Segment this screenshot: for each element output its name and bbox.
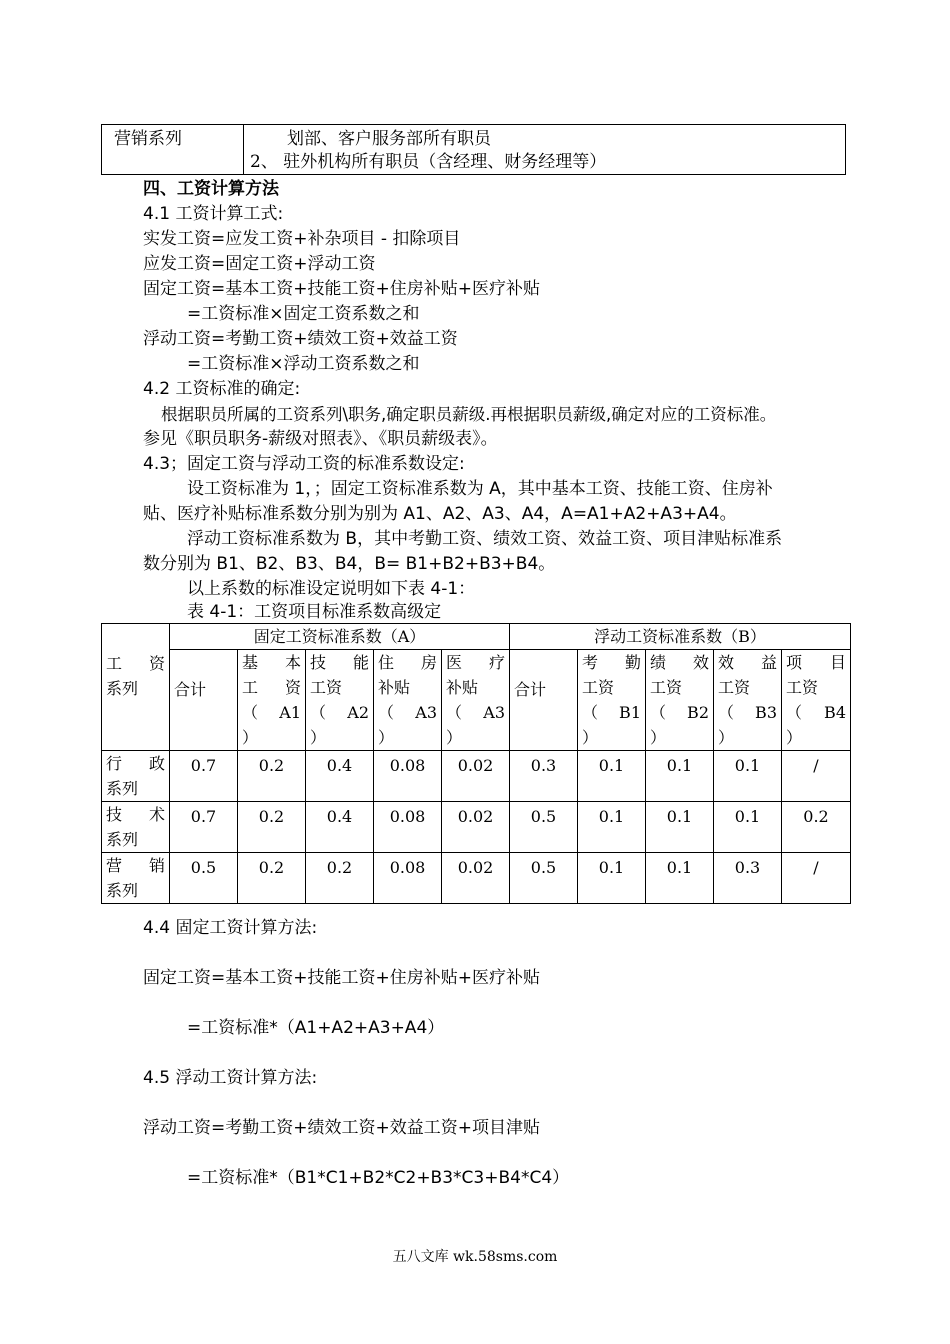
table-row [102,751,851,802]
series-header-cell [102,624,170,751]
col-l1: 项 目 [786,653,846,672]
series-header-l1: 工 资 [106,654,165,673]
value-cell: 0.1 [646,751,714,802]
value-cell: 0.1 [714,802,782,853]
s41-line: 应发工资=固定工资+浮动工资 [143,254,376,274]
float-group-header: 浮动工资标准系数（B） [510,624,851,650]
s42-line: 根据职员所属的工资系列\职务,确定职员薪级.再根据职员薪级,确定对应的工资标准。 [161,405,777,424]
col-l2: 工资 [786,678,819,697]
col-l3: （ B3 [718,703,777,722]
s43-line: 以上系数的标准设定说明如下表 4-1： [187,579,476,599]
value-cell: 0.5 [510,853,578,904]
series-header-l2: 系列 [106,679,139,698]
col-l4: ） [446,728,463,747]
value-cell: 0.02 [442,751,510,802]
series-desc-line2: 2、 驻外机构所有职员（含经理、财务经理等） [250,152,607,172]
row-series-l2: 系列 [106,830,139,849]
value-cell: 0.3 [714,853,782,904]
value-cell: 0.1 [578,853,646,904]
row-series-l1: 行 政 [106,754,165,773]
col-l2: 工资 [650,678,683,697]
coefficient-table [101,623,851,904]
s45-line: 浮动工资=考勤工资+绩效工资+效益工资+项目津贴 [143,1118,540,1138]
col-l1: 绩 效 [650,653,709,672]
fixed-group-header: 固定工资标准系数（A） [170,624,510,650]
s41-line: 固定工资=基本工资+技能工资+住房补贴+医疗补贴 [143,279,540,299]
float-col-header [646,650,714,751]
footer-watermark: 五八文库 wk.58sms.com [392,1249,558,1265]
table-divider [243,125,244,174]
row-series-l2: 系列 [106,779,139,798]
row-series-cell [102,802,170,853]
row-series-cell [102,751,170,802]
s44-line: 固定工资=基本工资+技能工资+住房补贴+医疗补贴 [143,968,540,988]
value-cell: 0.1 [646,853,714,904]
col-l4: ） [718,728,735,747]
col-l3: （ A2 [310,703,369,722]
s42-line: 参见《职员职务-薪级对照表》、《职员薪级表》。 [143,429,498,449]
fixed-col-header [238,650,306,751]
col-l3: （ A1 [242,703,301,722]
value-cell: 0.08 [374,751,442,802]
s45-line: =工资标准*（B1*C1+B2*C2+B3*C3+B4*C4） [187,1168,570,1188]
fixed-col-header [442,650,510,751]
col-l3: （ A3 [446,703,505,722]
value-cell: 0.5 [510,802,578,853]
col-l2: 工 资 [242,678,301,697]
col-l3: （ A3 [378,703,437,722]
s44-heading: 4.4 固定工资计算方法: [143,918,318,938]
value-cell: 0.4 [306,751,374,802]
value-cell: 0.5 [170,853,238,904]
value-cell: / [782,853,851,904]
table-row [102,802,851,853]
value-cell: 0.7 [170,802,238,853]
s41-line: =工资标准×固定工资系数之和 [187,304,420,324]
col-l1: 住 房 [378,653,437,672]
col-l2: 工资 [310,678,343,697]
s41-line: 浮动工资=考勤工资+绩效工资+效益工资 [143,329,458,349]
s43-line: 浮动工资标准系数为 B，其中考勤工资、绩效工资、效益工资、项目津贴标准系 [187,529,783,549]
value-cell: 0.1 [646,802,714,853]
table-row [102,853,851,904]
col-l1: 效 益 [718,653,777,672]
table-caption: 表 4-1：工资项目标准系数高级定 [187,602,442,622]
col-l4: ） [786,728,803,747]
value-cell: 0.02 [442,802,510,853]
value-cell: 0.2 [306,853,374,904]
s43-line: 设工资标准为 1，；固定工资标准系数为 A，其中基本工资、技能工资、住房补 [187,479,773,499]
series-label: 营销系列 [114,129,182,149]
s41-line: 实发工资=应发工资+补杂项目 - 扣除项目 [143,229,461,249]
value-cell: 0.2 [238,853,306,904]
value-cell: 0.4 [306,802,374,853]
col-l2: 补贴 [378,678,411,697]
value-cell: 0.2 [238,802,306,853]
row-series-cell [102,853,170,904]
s43-heading: 4.3；固定工资与浮动工资的标准系数设定: [143,454,465,474]
value-cell: 0.3 [510,751,578,802]
value-cell: 0.08 [374,802,442,853]
s41-line: =工资标准×浮动工资系数之和 [187,354,420,374]
col-l2: 工资 [718,678,751,697]
row-series-l2: 系列 [106,881,139,900]
col-l2: 补贴 [446,678,479,697]
row-series-l1: 技 术 [106,805,165,824]
value-cell: 0.08 [374,853,442,904]
series-desc-line1: 划部、客户服务部所有职员 [287,129,491,149]
fixed-col-header [306,650,374,751]
float-col-header [782,650,851,751]
float-col-header [578,650,646,751]
value-cell: 0.2 [782,802,851,853]
col-l3: （ B1 [582,703,641,722]
col-l1: 基 本 [242,653,301,672]
col-l2: 工资 [582,678,615,697]
value-cell: 0.7 [170,751,238,802]
s43-line: 贴、医疗补贴标准系数分别为别为 A1、A2、A3、A4，A=A1+A2+A3+A4。 [143,504,737,524]
s43-line: 数分别为 B1、B2、B3、B4，B= B1+B2+B3+B4。 [143,554,556,574]
fixed-total-header: 合计 [170,650,238,751]
value-cell: / [782,751,851,802]
value-cell: 0.02 [442,853,510,904]
col-l1: 技 能 [310,653,369,672]
s41-heading: 4.1 工资计算工式: [143,204,284,224]
col-l4: ） [582,728,599,747]
float-col-header [714,650,782,751]
col-l4: ） [310,728,327,747]
col-l1: 考 勤 [582,653,641,672]
value-cell: 0.1 [578,802,646,853]
s42-heading: 4.2 工资标准的确定: [143,379,301,399]
row-series-l1: 营 销 [106,856,165,875]
value-cell: 0.1 [714,751,782,802]
col-l4: ） [650,728,667,747]
s45-heading: 4.5 浮动工资计算方法: [143,1068,318,1088]
float-total-header: 合计 [510,650,578,751]
s44-line: =工资标准*（A1+A2+A3+A4） [187,1018,445,1038]
col-l4: ） [242,728,259,747]
section-heading: 四、工资计算方法 [143,179,279,199]
fixed-col-header [374,650,442,751]
value-cell: 0.1 [578,751,646,802]
col-l4: ） [378,728,395,747]
value-cell: 0.2 [238,751,306,802]
col-l3: （ B4 [786,703,846,722]
top-table [101,124,846,175]
col-l3: （ B2 [650,703,709,722]
col-l1: 医 疗 [446,653,505,672]
